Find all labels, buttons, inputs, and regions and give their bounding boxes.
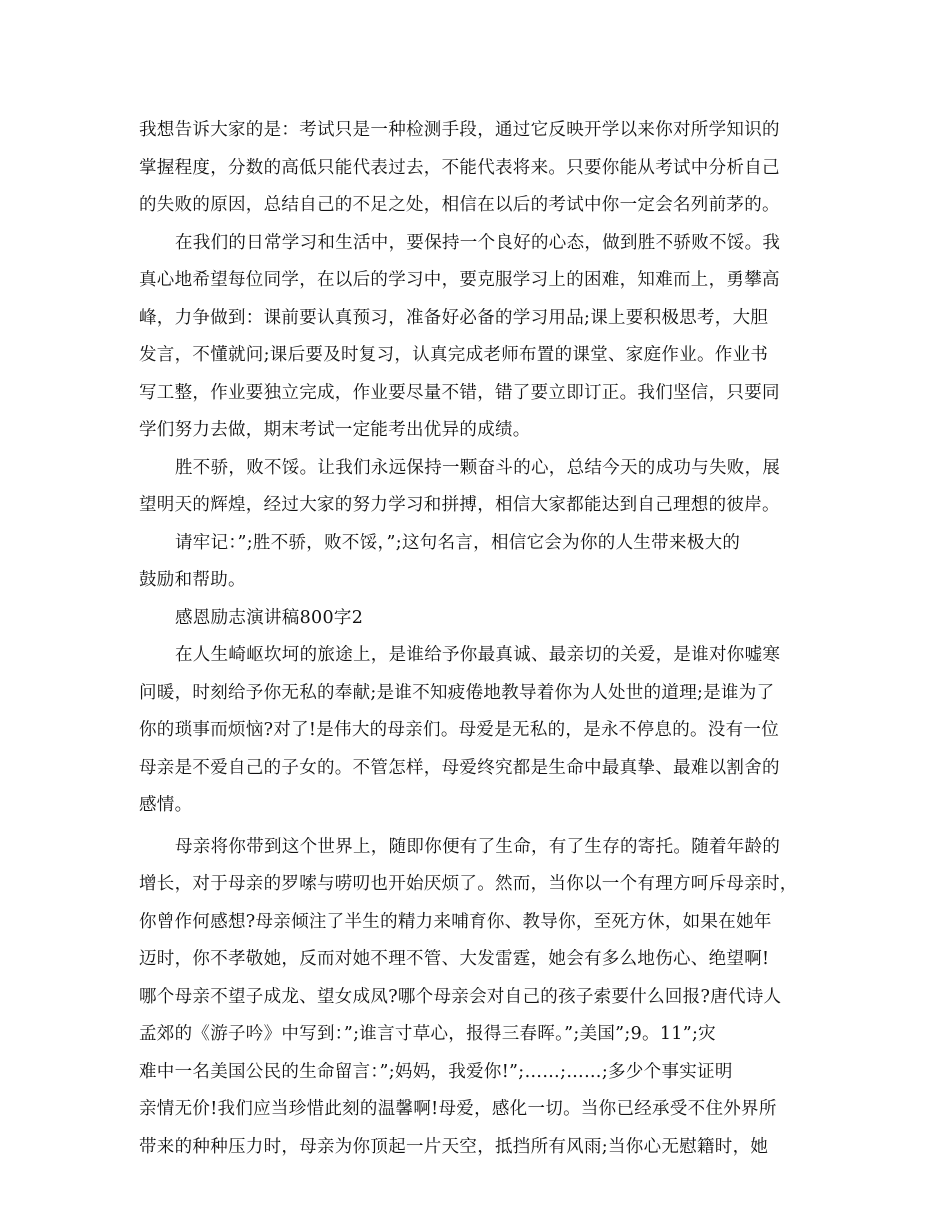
text-line: 带来的种种压力时，母亲为你顶起一片天空，抵挡所有风雨;当你心无慰籍时，她 — [139, 1136, 769, 1157]
text-line: 望明天的辉煌，经过大家的努力学习和拼搏，相信大家都能达到自己理想的彼岸。 — [139, 495, 780, 515]
text-line: 母亲是不爱自己的子女的。不管怎样，母爱终究都是生命中最真挚、最难以割舍的 — [139, 757, 780, 778]
heading-text: 感恩励志演讲稿800字2 — [175, 607, 364, 628]
text-line: 亲情无价!我们应当珍惜此刻的温馨啊!母爱，感化一切。当你已经承受不住外界所 — [139, 1099, 777, 1119]
text-line: 增长，对于母亲的罗嗦与唠叨也开始厌烦了。然而，当你以一个有理方呵斥母亲时， — [139, 874, 798, 894]
document-body — [139, 112, 813, 1166]
text-line: 写工整，作业要独立完成，作业要尽量不错，错了要立即订正。我们坚信，只要同 — [139, 382, 780, 403]
paragraph-6 — [139, 637, 813, 825]
text-line: 问暖，时刻给予你无私的奉献;是谁不知疲倦地教导着你为人处世的道理;是谁为了 — [139, 682, 775, 703]
text-line: 发言，不懂就问;课后要及时复习，认真完成老师布置的课堂、家庭作业。作业书 — [139, 345, 769, 365]
text-line: 学们努力去做，期末考试一定能考出优异的成绩。 — [139, 420, 531, 440]
text-line: 感情。 — [139, 795, 193, 815]
text-line: 胜不骄，败不馁。让我们永远保持一颗奋斗的心，总结今天的成功与失败，展 — [175, 457, 781, 478]
text-line: 的失败的原因，总结自己的不足之处，相信在以后的考试中你一定会名列前茅的。 — [139, 195, 780, 215]
text-line: 在我们的日常学习和生活中，要保持一个良好的心态，做到胜不骄败不馁。我 — [175, 232, 781, 253]
text-line: 哪个母亲不望子成龙、望女成凤?哪个母亲会对自己的孩子索要什么回报?唐代诗人 — [139, 986, 782, 1007]
text-line: 请牢记：”;胜不骄，败不馁，”;这句名言，相信它会为你的人生带来极大的 — [175, 532, 741, 553]
text-line: 真心地希望每位同学，在以后的学习中，要克服学习上的困难，知难而上，勇攀高 — [139, 270, 780, 290]
text-line: 峰，力争做到：课前要认真预习，准备好必备的学习用品;课上要积极思考，大胆 — [139, 307, 769, 328]
paragraph-2 — [139, 225, 813, 450]
text-line: 孟郊的《游子吟》中写到：”;谁言寸草心，报得三春晖。”;美国”;9。11”;灾 — [139, 1024, 716, 1044]
text-line: 母亲将你带到这个世界上，随即你便有了生命，有了生存的寄托。随着年龄的 — [175, 836, 781, 857]
paragraph-1 — [139, 112, 813, 225]
section-heading — [139, 600, 813, 638]
text-line: 你的琐事而烦恼?对了!是伟大的母亲们。母爱是无私的，是永不停息的。没有一位 — [139, 720, 780, 740]
paragraph-7 — [139, 829, 813, 1167]
text-line: 你曾作何感想?母亲倾注了半生的精力来哺育你、教导你，至死方休，如果在她年 — [139, 911, 772, 932]
paragraph-3 — [139, 450, 813, 525]
text-line: 在人生崎岖坎坷的旅途上，是谁给予你最真诚、最亲切的关爱，是谁对你嘘寒 — [175, 645, 781, 665]
text-line: 难中一名美国公民的生命留言：”;妈妈，我爱你!”;……;……;多少个事实证明 — [139, 1061, 733, 1082]
text-line: 迈时，你不孝敬她，反而对她不理不管、大发雷霆，她会有多么地伤心、绝望啊! — [139, 949, 770, 969]
text-line: 我想告诉大家的是：考试只是一种检测手段，通过它反映开学以来你对所学知识的 — [139, 120, 780, 140]
paragraph-4 — [139, 525, 813, 600]
text-line: 掌握程度，分数的高低只能代表过去，不能代表将来。只要你能从考试中分析自己 — [139, 157, 780, 178]
text-line: 鼓励和帮助。 — [139, 570, 246, 590]
